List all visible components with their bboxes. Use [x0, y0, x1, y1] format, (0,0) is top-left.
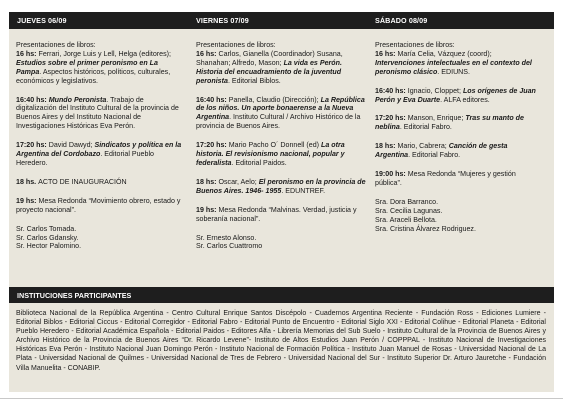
entry-text: Sra. Cristina Álvarez Rodriguez. [375, 224, 476, 233]
entry-text: Ferrari, Jorge Luis y Lell, Helga (editores); [38, 49, 171, 58]
entry-time: 18 hs. [16, 177, 39, 186]
entry-text: Sr. Carlos Gdansky. [16, 233, 79, 242]
schedule-entry [196, 178, 368, 196]
schedule-entry [16, 197, 183, 215]
entry-text: Sra. Cecilia Lagunas. [375, 206, 443, 215]
entry-text: Sr. Ernesto Alonso. [196, 233, 257, 242]
institutions-list: Biblioteca Nacional de la República Argentina - Centro Cultural Enrique Santos Discépolo - Cuadernos Argentina Reciente - Fundación Ross - Ediciones Lumiere - Editorial Biblos - Editorial Ciccus - Editorial Corregidor - Editorial Fabro - Editorial Punto de Encuentro - Editorial Siglo XXI - Editorial Colihue - Editorial Planeta - Editorial Pueblo Heredero - Editorial Académica Española - Editorial Paidos - Editores Alfa - Librería Memorias del Sub Suelo - Instituto Cultural de la Provincia de Buenos Aires y Archivo Histórico de la Provincia de Buenos Aires “Dr. Ricardo Levene”- Instituto de Altos Estudios Juan Perón / COPPPAL - Instituto Nacional de Investigaciones Históricas Eva Perón - Instituto Nacional Juan Domingo Perón - Instituto Nacional de Formación Política - Instituto Juan Manuel de Rosas - Universidad Nacional de La Plata - Universidad Nacional de Quilmes - Universidad Nacional de Tres de Febrero - Universidad Nacional del Sur - Instituto Superior Dr. Arturo Jauretche - Fundación Villa Manuelita - CONABIP. [16, 310, 546, 372]
entry-text: Presentaciones de libros: [375, 41, 455, 49]
entry-text: . EDIUNS. [437, 67, 471, 76]
entry-text: . Trabajo de digitalización del Instituto Cultural de la provincia de Buenos Aires y del Instituto Nacional de Investigaciones Históricas Eva Perón. [16, 95, 179, 131]
book-title: El peronismo en la provincia de Buenos Aires. 1946- 1955 [196, 177, 366, 195]
day-column-saturday [375, 41, 543, 234]
entry-text: Sr. Carlos Tomada. [16, 224, 77, 233]
schedule-entry [16, 41, 183, 86]
book-title: Sindicatos y política en la Argentina del Cordobazo [16, 141, 182, 159]
entry-text: Panella, Claudio (Dirección); [228, 95, 321, 104]
schedule-entry [375, 41, 543, 77]
entry-time: 16:40 hs: [196, 95, 229, 104]
book-title: La vida es Perón. Historia del encuadramiento de la juventud peronista [196, 58, 342, 85]
schedule-entry [375, 114, 543, 132]
book-title: Tras su manto de neblina [375, 114, 524, 132]
day-title-friday: VIERNES 07/09 [196, 16, 249, 25]
day-title-thursday: JUEVES 06/09 [17, 16, 67, 25]
entry-text: . Editorial Fabro. [399, 123, 452, 132]
entry-text: Manson, Enrique; [407, 114, 466, 123]
entry-text: . Instituto Cultural / Archivo Histórico de la provincia de Buenos Aires. [196, 113, 361, 131]
schedule-entry [196, 41, 368, 86]
entry-text: Carlos, Gianella (Coordinador) Susana, Shanahan; Alfredo, Mason; [196, 49, 343, 67]
schedule-entry [196, 234, 368, 252]
schedule-entry [375, 142, 543, 160]
schedule-entry [375, 87, 543, 105]
day-title-saturday: SÁBADO 08/09 [375, 16, 428, 25]
entry-text: Sra. Dora Barranco. [375, 197, 439, 206]
schedule-entry [196, 141, 368, 168]
schedule-entry [16, 96, 183, 132]
entry-text: . Aspectos históricos, políticos, culturales, económicos y legislativos. [16, 67, 171, 85]
entry-text: ACTO DE INAUGURACIÓN [38, 177, 127, 186]
schedule-entry [196, 96, 368, 132]
entry-time: 19:00 hs: [375, 170, 408, 179]
entry-text: David Dawyd; [48, 141, 95, 150]
day-column-friday [196, 41, 368, 251]
entry-time: 18 hs: [375, 142, 398, 151]
entry-text: Oscar, Aelo; [218, 177, 259, 186]
entry-text: . ALFA editores. [440, 95, 490, 104]
bottom-divider [0, 398, 563, 399]
schedule-entry [375, 198, 543, 234]
schedule-entry [16, 178, 183, 187]
entry-text: . Editorial Pueblo Heredero. [16, 150, 154, 167]
entry-text: . Editorial Biblos. [227, 76, 281, 85]
entry-text: Mario Pacho O´ Donnell (ed) [228, 141, 321, 150]
entry-text: Mesa Redonda “Movimiento obrero, estado y proyecto nacional”. [16, 196, 181, 214]
book-title: La otra historia. El revisionismo nacional, popular y federalista [196, 141, 345, 167]
entry-time: 16:40 hs: [375, 86, 408, 95]
entry-text: Mario, Cabrera; [397, 142, 449, 151]
entry-text: Presentaciones de libros: [16, 41, 96, 49]
schedule-entry [16, 141, 183, 168]
entry-time: 18 hs: [196, 177, 219, 186]
entry-text: Mesa Redonda “Mujeres y gestión pública”. [375, 170, 516, 187]
schedule-entry [196, 206, 368, 224]
book-title: Los orígenes de Juan Perón y Eva Duarte [375, 86, 536, 104]
entry-text: María Celia, Vázquez (coord); [397, 49, 492, 58]
entry-text: . Editorial Paidos. [231, 158, 287, 167]
entry-time: 16 hs: [16, 49, 39, 58]
entry-time: 19 hs: [16, 196, 39, 205]
entry-text: . Editorial Fabro. [408, 151, 461, 160]
entry-time: 16:40 hs: [16, 95, 49, 104]
book-title: La República de los niños. Un aporte bonaerense a la Nueva Argentina [196, 95, 365, 122]
entry-time: 16 hs: [375, 49, 398, 58]
entry-time: 16 hs: [196, 49, 219, 58]
entry-time: 17:20 hs: [16, 141, 49, 150]
book-title: Intervenciones intelectuales en el contexto del peronismo clásico [375, 58, 532, 76]
entry-text: Presentaciones de libros: [196, 41, 276, 49]
days-header-bar [9, 12, 554, 29]
day-column-thursday [16, 41, 183, 251]
book-title: Estudios sobre el primer peronismo en La Pampa [16, 58, 158, 76]
book-title: Mundo Peronista [48, 95, 107, 104]
institutions-title: INSTITUCIONES PARTICIPANTES [17, 291, 132, 300]
entry-text: Sr. Carlos Cuattromo [196, 242, 263, 251]
entry-time: 17:20 hs: [375, 114, 408, 123]
entry-text: Sra. Araceli Bellota. [375, 215, 437, 224]
entry-time: 19 hs: [196, 205, 219, 214]
schedule-entry [16, 225, 183, 252]
entry-text: . EDUNTREF. [281, 186, 326, 195]
entry-time: 17:20 hs: [196, 141, 229, 150]
entry-text: Mesa Redonda “Malvinas. Verdad, justicia y soberanía nacional”. [196, 205, 357, 223]
schedule-entry [375, 170, 543, 188]
entry-text: Sr. Hector Palomino. [16, 242, 82, 251]
entry-text: Ignacio, Cloppet; [407, 86, 463, 95]
book-title: Canción de gesta Argentina [375, 142, 508, 160]
